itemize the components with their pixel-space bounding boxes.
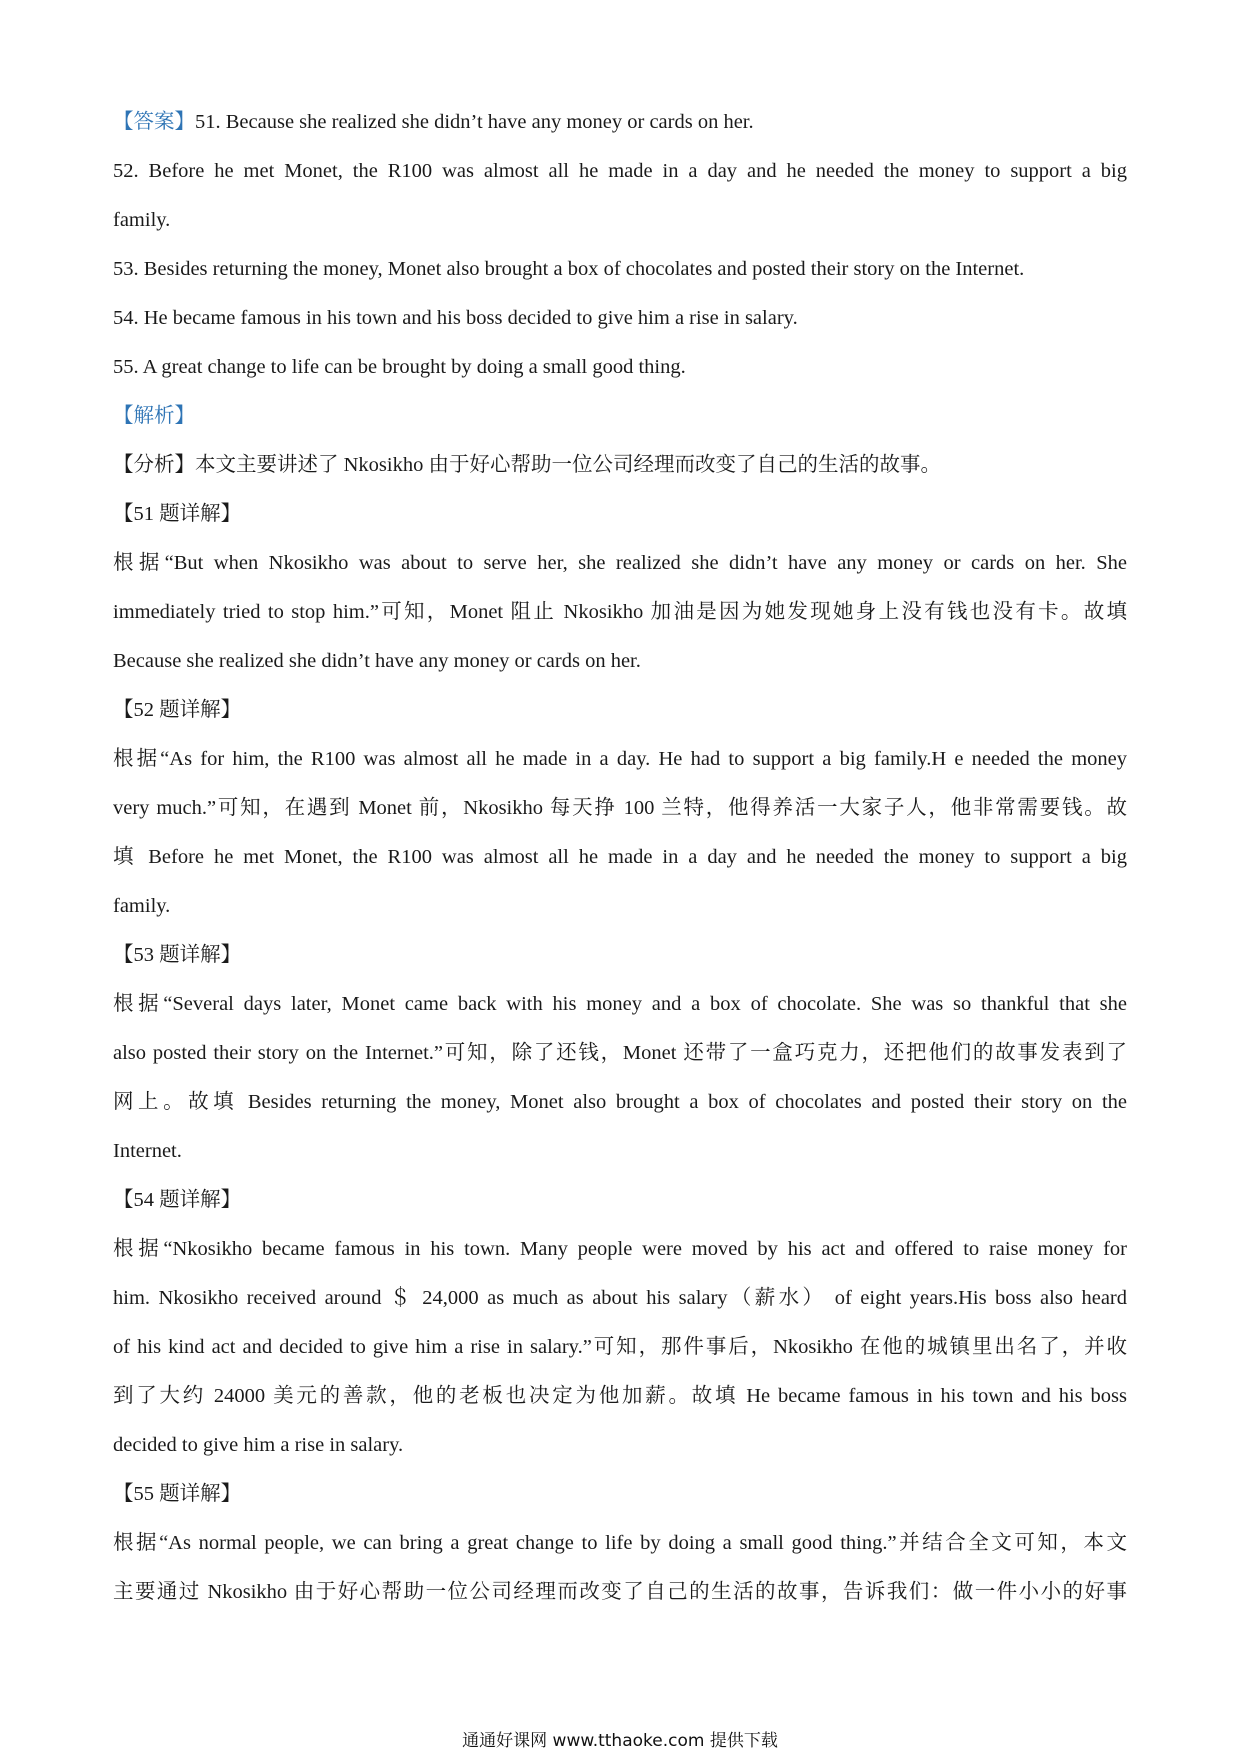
- answer-label: 【答案】: [113, 111, 195, 133]
- q54-line4: 到了大约 24000 美元的善款，他的老板也决定为他加薪。故填 He became famous in his town and his boss: [113, 1385, 1127, 1407]
- q53-heading: 【53 题详解】: [113, 944, 242, 966]
- page-footer: 通通好课网 www.tthaoke.com 提供下载: [462, 1731, 778, 1751]
- q52-line1: 根据“As for him, the R100 was almost all he made in a day. He had to support a big family.H e needed the money: [113, 748, 1127, 770]
- answer-52-line2: family.: [113, 209, 171, 231]
- q53-line1: 根据“Several days later, Monet came back with his money and a box of chocolate. She was so thankful that she: [113, 993, 1127, 1015]
- q51-line2: immediately tried to stop him.”可知，Monet 阻止 Nkosikho 加油是因为她发现她身上没有钱也没有卡。故填: [113, 601, 1127, 623]
- q51-line3: Because she realized she didn’t have any money or cards on her.: [113, 650, 641, 672]
- q53-line4: Internet.: [113, 1140, 182, 1162]
- answer-54: 54. He became famous in his town and his boss decided to give him a rise in salary.: [113, 307, 798, 329]
- q54-line2: him. Nkosikho received around ＄ 24,000 as much as about his salary（薪水） of eight years.His boss also heard: [113, 1287, 1127, 1309]
- q54-heading: 【54 题详解】: [113, 1189, 242, 1211]
- analysis-summary: 【分析】本文主要讲述了 Nkosikho 由于好心帮助一位公司经理而改变了自己的生活的故事。: [113, 454, 941, 476]
- q55-heading: 【55 题详解】: [113, 1483, 242, 1505]
- q52-line2: very much.”可知，在遇到 Monet 前，Nkosikho 每天挣 100 兰特，他得养活一大家子人，他非常需要钱。故: [113, 797, 1127, 819]
- q54-line1: 根据“Nkosikho became famous in his town. Many people were moved by his act and offered to raise money for: [113, 1238, 1127, 1260]
- q54-line3: of his kind act and decided to give him a rise in salary.”可知，那件事后，Nkosikho 在他的城镇里出名了，并收: [113, 1336, 1127, 1358]
- q54-line5: decided to give him a rise in salary.: [113, 1434, 404, 1456]
- q52-heading: 【52 题详解】: [113, 699, 242, 721]
- analysis-label: 【解析】: [113, 405, 195, 427]
- q55-line2: 主要通过 Nkosikho 由于好心帮助一位公司经理而改变了自己的生活的故事，告诉我们：做一件小小的好事: [113, 1581, 1127, 1603]
- answer-55: 55. A great change to life can be brought by doing a small good thing.: [113, 356, 686, 378]
- q53-line3: 网上。故填 Besides returning the money, Monet also brought a box of chocolates and posted their story on the: [113, 1091, 1127, 1113]
- answer-51-text: 51. Because she realized she didn’t have any money or cards on her.: [195, 111, 754, 133]
- q52-line4: family.: [113, 895, 171, 917]
- answer-51: [113, 98, 1127, 147]
- q52-line3: 填 Before he met Monet, the R100 was almost all he made in a day and he needed the money to support a big: [113, 846, 1127, 868]
- q53-line2: also posted their story on the Internet.”可知，除了还钱，Monet 还带了一盒巧克力，还把他们的故事发表到了: [113, 1042, 1127, 1064]
- document-body: [113, 98, 1127, 1617]
- q51-line1: 根据“But when Nkosikho was about to serve her, she realized she didn’t have any money or cards on her. She: [113, 552, 1127, 574]
- answer-53: 53. Besides returning the money, Monet also brought a box of chocolates and posted their story on the Internet.: [113, 258, 1025, 280]
- q55-line1: 根据“As normal people, we can bring a great change to life by doing a small good thing.”并结合全文可知，本文: [113, 1532, 1127, 1554]
- q51-heading: 【51 题详解】: [113, 503, 242, 525]
- answer-52-line1: 52. Before he met Monet, the R100 was almost all he made in a day and he needed the money to support a big: [113, 160, 1127, 182]
